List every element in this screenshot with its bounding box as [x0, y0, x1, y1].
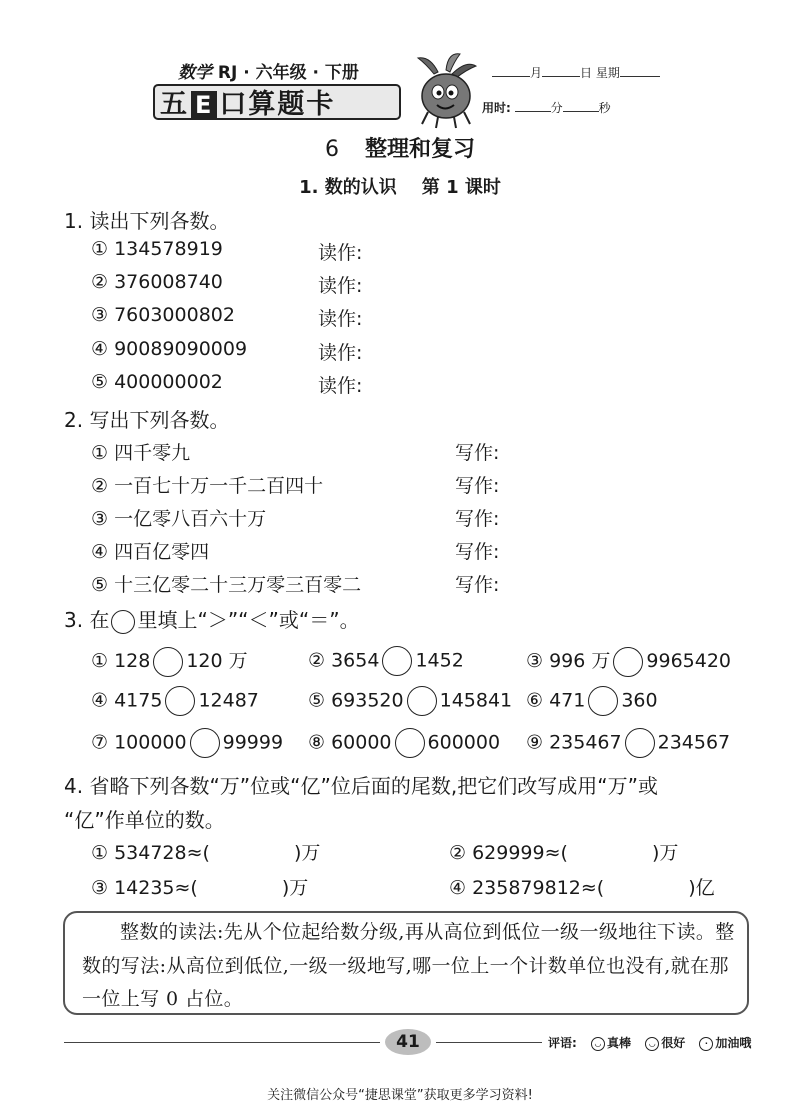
q3-item-right: 600000 [427, 731, 501, 754]
time-fields [482, 99, 611, 116]
q4-item-right: )万 [281, 877, 309, 899]
q4-item-right: )万 [651, 842, 679, 864]
q4-item [91, 838, 320, 865]
q4-item [449, 873, 715, 900]
month-label: 月 [530, 66, 543, 80]
edition-label: RJ · 六年级 · 下册 [217, 63, 359, 83]
q3-item-left: ⑤ 693520 [308, 689, 404, 712]
q3-item-right: 234567 [657, 731, 731, 754]
q3-item-left: ⑧ 60000 [308, 731, 392, 754]
q3-title-b: 里填上“＞”“＜”或“＝”。 [137, 608, 360, 632]
answer-circle[interactable] [153, 647, 183, 677]
q3-item-left: ① 128 [91, 650, 151, 672]
chapter-title [0, 132, 800, 163]
answer-circle[interactable] [625, 728, 655, 758]
q4-item-right: )亿 [688, 877, 715, 899]
q4-title-line2: “亿”作单位的数。 [64, 808, 225, 832]
q1-item-answer[interactable]: 读作: [318, 242, 363, 264]
q3-item-left: ④ 4175 [91, 689, 163, 712]
q1-item-label: ① 134578919 [91, 238, 223, 260]
q4-item [91, 873, 308, 900]
q1-item-answer[interactable]: 读作: [318, 308, 363, 330]
q3-item-right: 99999 [222, 731, 284, 754]
day-blank[interactable] [542, 76, 580, 77]
q2-item-answer[interactable]: 写作: [455, 442, 500, 464]
second-label: 秒 [598, 101, 611, 115]
answer-circle[interactable] [588, 686, 618, 716]
q1-item-label: ④ 90089090009 [91, 338, 248, 360]
q1-item-answer[interactable]: 读作: [318, 275, 363, 297]
weekday-blank[interactable] [620, 76, 660, 77]
q3-item-left: ⑨ 235467 [526, 731, 622, 754]
q2-title: 2. 写出下列各数。 [64, 408, 230, 432]
q4-item-right: )万 [293, 842, 321, 864]
q2-item-answer[interactable]: 写作: [455, 574, 500, 596]
good-face-icon[interactable]: ◡ [645, 1037, 659, 1051]
q4-item-left: ④ 235879812≈( [449, 877, 605, 899]
chapter-name: 整理和复习 [364, 137, 475, 162]
day-label: 日 [580, 66, 593, 80]
page-number: 41 [385, 1029, 431, 1055]
lesson-title: 1. 数的认识 第 1 课时 [299, 177, 501, 198]
circle-icon [111, 610, 135, 634]
q3-title-a: 3. 在 [64, 608, 110, 632]
answer-circle[interactable] [395, 728, 425, 758]
logo [160, 82, 335, 121]
footer-note: 关注微信公众号“捷思课堂”获取更多学习资料! [267, 1088, 533, 1103]
q3-item-right: 360 [621, 689, 658, 712]
q2-item-label: ④ 四百亿零四 [91, 541, 210, 563]
q1-item-answer[interactable]: 读作: [318, 342, 363, 364]
answer-circle[interactable] [165, 686, 195, 716]
footer-divider-right [436, 1042, 542, 1043]
q2-item-answer[interactable]: 写作: [455, 541, 500, 563]
minute-blank[interactable] [515, 111, 551, 112]
rating-area [548, 1034, 751, 1051]
header-subject-line [178, 58, 359, 83]
q3-item-right: 1452 [415, 649, 464, 672]
q4-item-left: ② 629999≈( [449, 842, 568, 864]
subject-label: 数学 [178, 63, 212, 83]
q3-title [64, 604, 360, 634]
answer-circle[interactable] [382, 646, 412, 676]
q3-item [526, 646, 731, 677]
date-fields [492, 64, 660, 81]
q3-item-right: 9965420 [646, 650, 732, 672]
q3-item-right: 145841 [439, 689, 513, 712]
q1-item-answer[interactable]: 读作: [318, 375, 363, 397]
q4-item-left: ① 534728≈( [91, 842, 210, 864]
q3-item [308, 728, 500, 758]
answer-circle[interactable] [190, 728, 220, 758]
q3-item-right: 120 万 [186, 650, 248, 672]
q4-title-line1: 4. 省略下列各数“万”位或“亿”位后面的尾数,把它们改写成用“万”或 [64, 774, 658, 798]
answer-circle[interactable] [407, 686, 437, 716]
great-face-icon[interactable]: ◡ [591, 1037, 605, 1051]
q2-item-label: ② 一百七十万一千二百四十 [91, 475, 324, 497]
second-blank[interactable] [563, 111, 599, 112]
q3-item-left: ⑥ 471 [526, 689, 586, 712]
q2-item-label: ⑤ 十三亿零二十三万零三百零二 [91, 574, 362, 596]
weekday-label: 星期 [595, 66, 620, 80]
footer-divider-left [64, 1042, 380, 1043]
tip-text: 整数的读法:先从个位起给数分级,再从高位到低位一级一级地往下读。整数的写法:从高位到低位,一级一级地写,哪一位上一个计数单位也没有,就在那一位上写 0 占位。 [82, 921, 735, 1010]
q1-title: 1. 读出下列各数。 [64, 209, 230, 233]
q4-item-left: ③ 14235≈( [91, 877, 198, 899]
q2-item-label: ① 四千零九 [91, 442, 191, 464]
q1-item-label: ⑤ 400000002 [91, 371, 223, 393]
logo-part-b: 口算题卡 [219, 89, 336, 120]
answer-circle[interactable] [613, 647, 643, 677]
logo-part-a: 五 [160, 89, 189, 120]
month-blank[interactable] [492, 76, 530, 77]
q3-item [91, 686, 259, 716]
q2-item-answer[interactable]: 写作: [455, 475, 500, 497]
q1-item-label: ③ 7603000802 [91, 304, 235, 326]
chapter-number: 6 [324, 137, 339, 162]
try-harder-face-icon[interactable]: · [699, 1037, 713, 1051]
q2-item-label: ③ 一亿零八百六十万 [91, 508, 267, 530]
q3-item-right: 12487 [198, 689, 259, 712]
q3-item-left: ② 3654 [308, 649, 380, 672]
logo-part-e: E [191, 91, 217, 119]
q3-item [91, 646, 248, 677]
rating-try-harder: 加油哦 [715, 1036, 752, 1050]
q1-item-label: ② 376008740 [91, 271, 223, 293]
time-label: 用时: [482, 101, 511, 115]
rating-good: 很好 [661, 1036, 686, 1050]
q3-item [308, 646, 464, 676]
q3-item-left: ⑦ 100000 [91, 731, 187, 754]
q2-item-answer[interactable]: 写作: [455, 508, 500, 530]
minute-label: 分 [550, 101, 563, 115]
q3-item [308, 686, 512, 716]
rating-great: 真棒 [607, 1036, 632, 1050]
q3-item [526, 728, 730, 758]
q4-item [449, 838, 678, 865]
q3-item [526, 686, 658, 716]
mascot-icon [408, 50, 484, 130]
q3-item-left: ③ 996 万 [526, 650, 611, 672]
rating-label: 评语: [548, 1036, 577, 1050]
q3-item [91, 728, 283, 758]
